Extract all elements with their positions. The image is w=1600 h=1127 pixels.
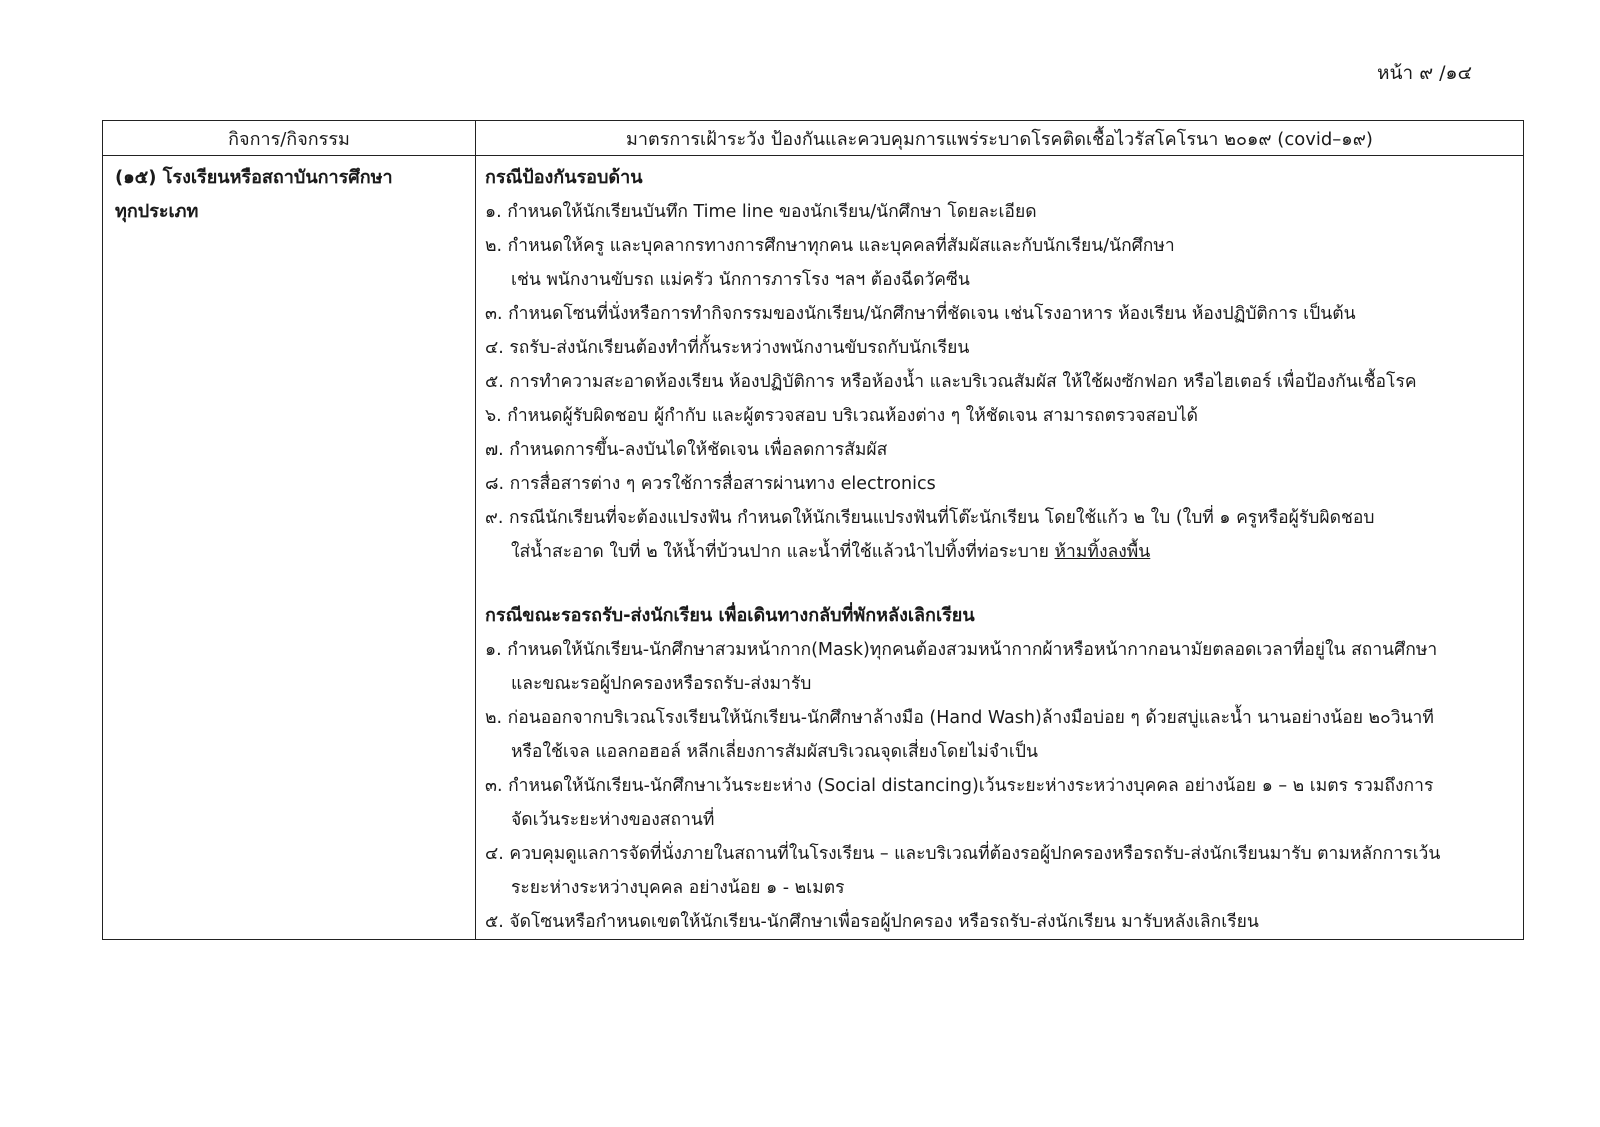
list-item: ๘. การสื่อสารต่าง ๆ ควรใช้การสื่อสารผ่านทาง electronics (485, 474, 936, 494)
measures-table (102, 120, 1524, 940)
list-item: ๒. ก่อนออกจากบริเวณโรงเรียนให้นักเรียน-นักศึกษาล้างมือ (Hand Wash)ล้างมือบ่อย ๆ ด้วยสบู่และน้ำ นานอย่างน้อย ๒๐วินาที (485, 708, 1434, 728)
list-item: ๒. กำหนดให้ครู และบุคลากรทางการศึกษาทุกคน และบุคคลที่สัมผัสและกับนักเรียน/นักศึกษา (485, 236, 1175, 256)
list-item: ๓. กำหนดโซนที่นั่งหรือการทำกิจกรรมของนักเรียน/นักศึกษาที่ชัดเจน เช่นโรงอาหาร ห้องเรียน ห้องปฏิบัติการ เป็นต้น (485, 304, 1356, 324)
activity-name-line-2: ทุกประเภท (115, 201, 199, 222)
list-item: ๔. ควบคุมดูแลการจัดที่นั่งภายในสถานที่ในโรงเรียน – และบริเวณที่ต้องรอผู้ปกครองหรือรถรับ-ส่งนักเรียนมารับ ตามหลักการเว้น (485, 844, 1441, 864)
list-item: ๗. กำหนดการขึ้น-ลงบันไดให้ชัดเจน เพื่อลดการสัมผัส (485, 440, 888, 460)
list-item-continuation: และขณะรอผู้ปกครองหรือรถรับ-ส่งมารับ (511, 674, 812, 694)
list-item-continuation: ระยะห่างระหว่างบุคคล อย่างน้อย ๑ - ๒เมตร (511, 878, 845, 898)
underlined-warning: ห้ามทิ้งลงพื้น (1054, 542, 1151, 562)
section-title-waiting-for-pickup: กรณีขณะรอรถรับ-ส่งนักเรียน เพื่อเดินทางกลับที่พักหลังเลิกเรียน (485, 605, 975, 626)
activity-column-header: กิจการ/กิจกรรม (103, 121, 476, 156)
list-item-text: ใส่น้ำสะอาด ใบที่ ๒ ให้น้ำที่บ้วนปาก และน้ำที่ใช้แล้วนำไปทิ้งที่ท่อระบาย (511, 542, 1049, 562)
table-header-row (103, 121, 1524, 156)
list-item-continuation: หรือใช้เจล แอลกอฮอล์ หลีกเลี่ยงการสัมผัสบริเวณจุดเสี่ยงโดยไม่จำเป็น (511, 742, 1038, 762)
list-item-continuation: เช่น พนักงานขับรถ แม่ครัว นักการภารโรง ฯลฯ ต้องฉีดวัคซีน (511, 270, 970, 290)
list-item: ๑. กำหนดให้นักเรียน-นักศึกษาสวมหน้ากาก(Mask)ทุกคนต้องสวมหน้ากากผ้าหรือหน้ากากอนามัยตลอดเวลาที่อยู่ใน สถานศึกษา (485, 640, 1438, 660)
measures-column-header: มาตรการเฝ้าระวัง ป้องกันและควบคุมการแพร่ระบาดโรคติดเชื้อไวรัสโคโรนา ๒๐๑๙ (covid–๑๙) (476, 121, 1524, 156)
list-item: ๓. กำหนดให้นักเรียน-นักศึกษาเว้นระยะห่าง (Social distancing)เว้นระยะห่างระหว่างบุคคล อย่างน้อย ๑ – ๒ เมตร รวมถึงการ (485, 776, 1434, 796)
list-item: ๕. จัดโซนหรือกำหนดเขตให้นักเรียน-นักศึกษาเพื่อรอผู้ปกครอง หรือรถรับ-ส่งนักเรียน มารับหลังเลิกเรียน (485, 912, 1259, 932)
list-item: ๖. กำหนดผู้รับผิดชอบ ผู้กำกับ และผู้ตรวจสอบ บริเวณห้องต่าง ๆ ให้ชัดเจน สามารถตรวจสอบได้ (485, 406, 1198, 426)
list-item: ๔. รถรับ-ส่งนักเรียนต้องทำที่กั้นระหว่างพนักงานขับรถกับนักเรียน (485, 338, 970, 358)
list-item-continuation: จัดเว้นระยะห่างของสถานที่ (511, 810, 715, 830)
section-spacer (485, 569, 1517, 599)
section-title-all-round-prevention: กรณีป้องกันรอบด้าน (485, 167, 643, 188)
page-number: หน้า ๙ /๑๔ (1376, 62, 1472, 84)
list-item-continuation (485, 535, 1517, 569)
activity-name-line-1: (๑๕) โรงเรียนหรือสถาบันการศึกษา (115, 167, 393, 188)
list-item: ๕. การทำความสะอาดห้องเรียน ห้องปฏิบัติการ หรือห้องน้ำ และบริเวณสัมผัส ให้ใช้ผงซักฟอก หรือไฮเตอร์ เพื่อป้องกันเชื้อโรค (485, 372, 1417, 392)
measures-cell (476, 156, 1524, 940)
activity-cell (103, 156, 476, 940)
list-item: ๑. กำหนดให้นักเรียนบันทึก Time line ของนักเรียน/นักศึกษา โดยละเอียด (485, 202, 1037, 222)
table-row (103, 156, 1524, 940)
list-item: ๙. กรณีนักเรียนที่จะต้องแปรงฟัน กำหนดให้นักเรียนแปรงฟันที่โต๊ะนักเรียน โดยใช้แก้ว ๒ ใบ (ใบที่ ๑ ครูหรือผู้รับผิดชอบ (485, 508, 1375, 528)
